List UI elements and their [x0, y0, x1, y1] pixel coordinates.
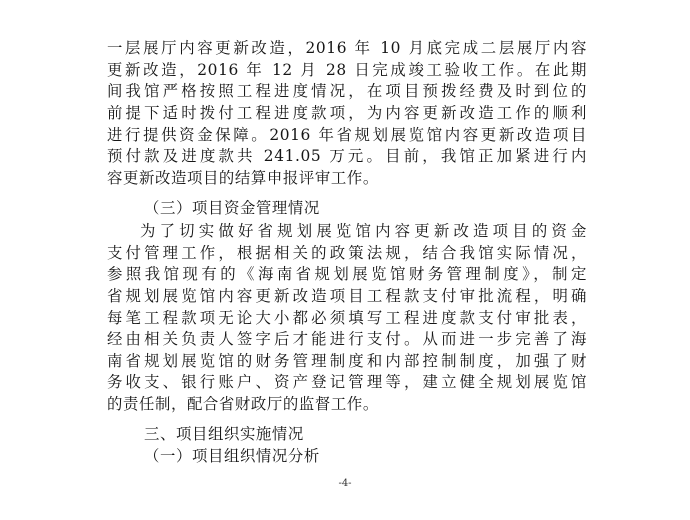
text-line: 参照我馆现有的《海南省规划展览馆财务管理制度》，制定: [107, 265, 587, 283]
text-line: 南省规划展览馆的财务管理制度和内部控制制度，加强了财: [107, 352, 587, 370]
text-line: 支付管理工作，根据相关的政策法规，结合我馆实际情况，: [107, 244, 587, 262]
text-line: 省规划展览馆内容更新改造项目工程款支付审批流程，明确: [107, 287, 587, 305]
text-line: 每笔工程款项无论大小都必须填写工程进度款支付审批表，: [107, 309, 587, 327]
text-line: 预付款及进度款共 241.05 万元。目前，我馆正加紧进行内: [107, 147, 587, 165]
section-heading: （三）项目资金管理情况: [144, 199, 320, 217]
text-line: 的责任制，配合省财政厅的监督工作。: [107, 395, 379, 413]
page-number: -4-: [338, 478, 352, 489]
text-line: 务收支、银行账户、资产登记管理等，建立健全规划展览馆: [107, 373, 587, 391]
text-line: 经由相关负责人签字后才能进行支付。从而进一步完善了海: [107, 330, 587, 348]
text-line: 前提下适时拨付工程进度款项，为内容更新改造工作的顺利: [107, 104, 587, 122]
text-line: 更新改造，2016 年 12 月 28 日完成竣工验收工作。在此期: [107, 61, 587, 79]
text-line: 为了切实做好省规划展览馆内容更新改造项目的资金: [140, 222, 587, 240]
chapter-heading: 三、项目组织实施情况: [144, 425, 304, 443]
text-line: 进行提供资金保障。2016 年省规划展览馆内容更新改造项目: [107, 126, 587, 144]
text-line: 容更新改造项目的结算申报评审工作。: [107, 169, 379, 187]
text-line: 一层展厅内容更新改造，2016 年 10 月底完成二层展厅内容: [107, 39, 587, 57]
text-line: 间我馆严格按照工程进度情况，在项目预拨经费及时到位的: [107, 82, 587, 100]
subsection-heading: （一）项目组织情况分析: [144, 447, 320, 465]
